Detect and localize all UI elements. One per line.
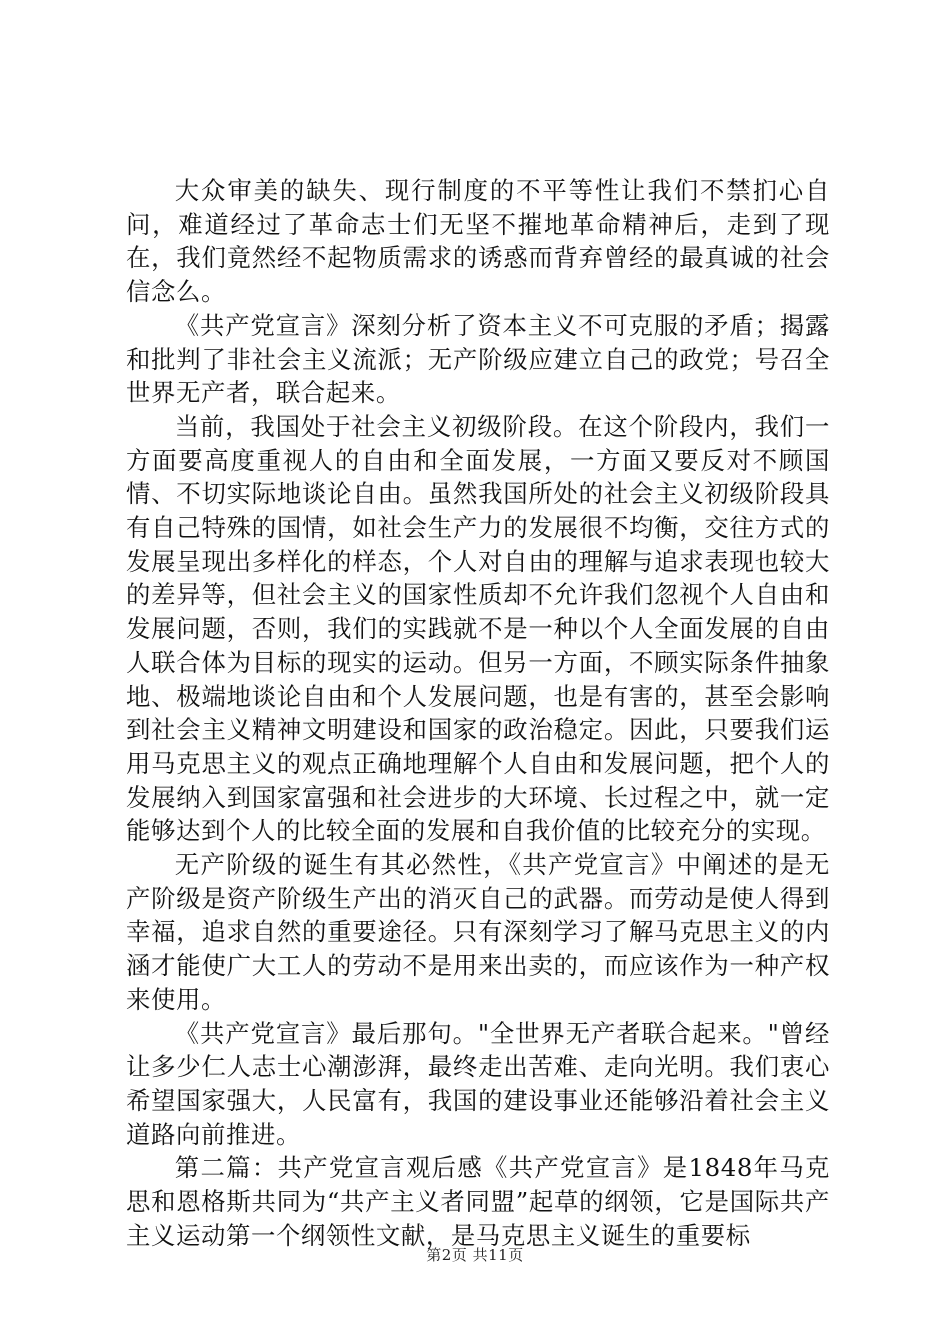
paragraph-2: 《共产党宣言》深刻分析了资本主义不可克服的矛盾；揭露和批判了非社会主义流派；无产阶级应建立自己的政党；号召全世界无产者，联合起来。 <box>126 310 830 408</box>
page-number-footer: 第2页 共11页 <box>426 1246 524 1264</box>
document-body <box>126 174 830 1253</box>
paragraph-3: 当前，我国处于社会主义初级阶段。在这个阶段内，我们一方面要高度重视人的自由和全面发展，一方面又要反对不顾国情、不切实际地谈论自由。虽然我国所处的社会主义初级阶段具有自己特殊的国情，如社会生产力的发展很不均衡，交往方式的发展呈现出多样化的样态，个人对自由的理解与追求表现也较大的差异等，但社会主义的国家性质却不允许我们忽视个人自由和发展问题，否则，我们的实践就不是一种以个人全面发展的自由人联合体为目标的现实的运动。但另一方面，不顾实际条件抽象地、极端地谈论自由和个人发展问题，也是有害的，甚至会影响到社会主义精神文明建设和国家的政治稳定。因此，只要我们运用马克思主义的观点正确地理解个人自由和发展问题，把个人的发展纳入到国家富强和社会进步的大环境、长过程之中，就一定能够达到个人的比较全面的发展和自我价值的比较充分的实现。 <box>126 411 830 846</box>
paragraph-6: 第二篇：共产党宣言观后感《共产党宣言》是1848年马克思和恩格斯共同为“共产主义者同盟”起草的纲领，它是国际共产主义运动第一个纲领性文献，是马克思主义诞生的重要标 <box>126 1153 830 1250</box>
paragraph-4: 无产阶级的诞生有其必然性，《共产党宣言》中阐述的是无产阶级是资产阶级生产出的消灭自己的武器。而劳动是使人得到幸福，追求自然的重要途径。只有深刻学习了解马克思主义的内涵才能使广大工人的劳动不是用来出卖的，而应该作为一种产权来使用。 <box>126 850 830 1014</box>
paragraph-5: 《共产党宣言》最后那句。"全世界无产者联合起来。"曾经让多少仁人志士心潮澎湃，最终走出苦难、走向光明。我们衷心希望国家强大，人民富有，我国的建设事业还能够沿着社会主义道路向前推进。 <box>126 1018 830 1149</box>
paragraph-1: 大众审美的缺失、现行制度的不平等性让我们不禁扪心自问，难道经过了革命志士们无坚不摧地革命精神后，走到了现在，我们竟然经不起物质需求的诱惑而背弃曾经的最真诚的社会信念么。 <box>126 176 830 307</box>
